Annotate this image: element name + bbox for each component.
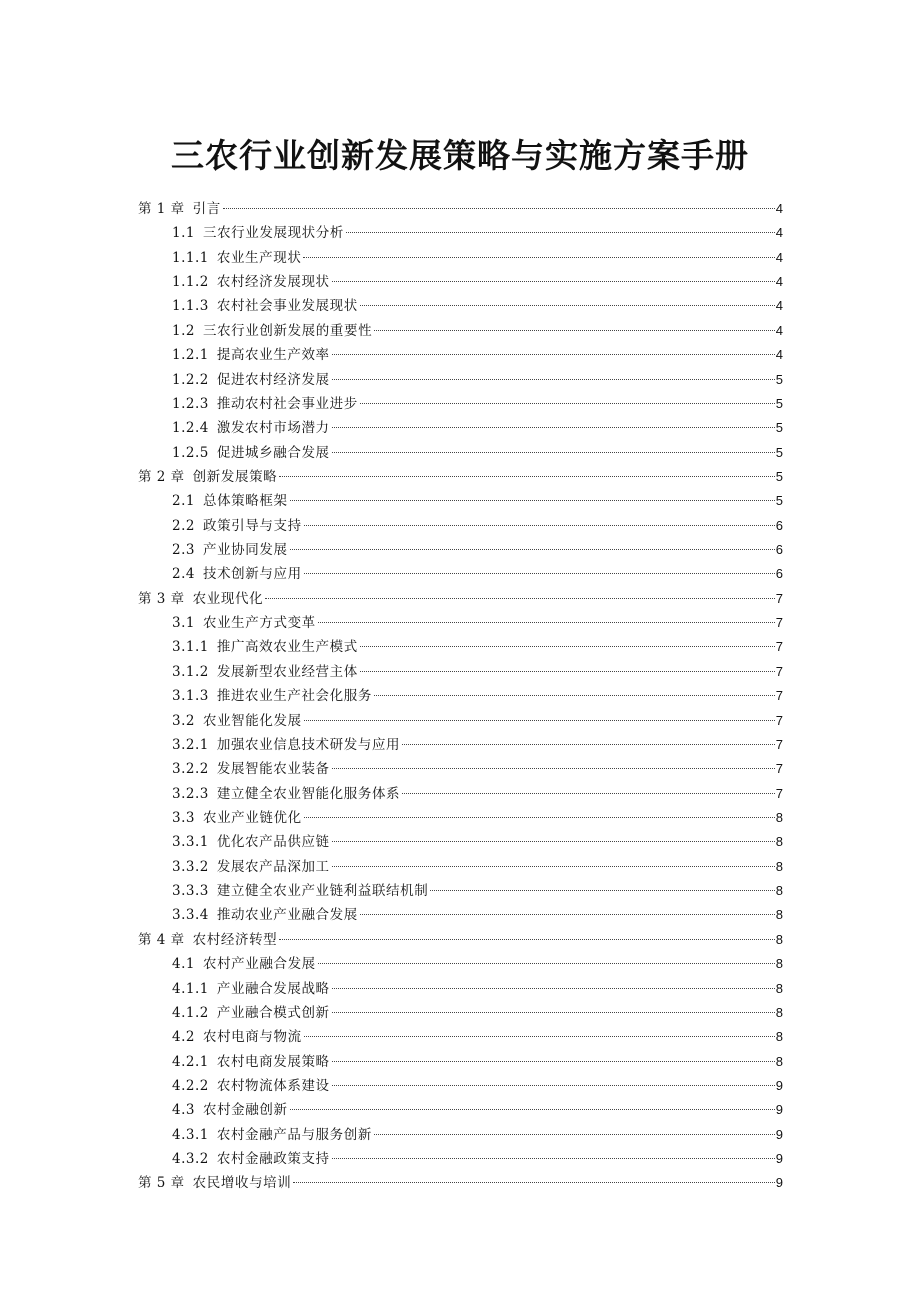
toc-dot-leader bbox=[303, 257, 774, 258]
toc-entry-number: 4.1.2 bbox=[172, 1004, 209, 1021]
toc-entry-label: 提高农业生产效率 bbox=[216, 347, 330, 364]
toc-page-number: 5 bbox=[775, 371, 783, 387]
toc-dot-leader bbox=[279, 476, 774, 477]
toc-page-number: 6 bbox=[775, 542, 783, 558]
toc-entry[interactable] bbox=[138, 319, 783, 343]
toc-entry-number: 1.1.3 bbox=[172, 298, 209, 315]
toc-entry[interactable] bbox=[138, 489, 783, 513]
toc-entry[interactable] bbox=[138, 855, 783, 879]
toc-entry[interactable] bbox=[138, 392, 783, 416]
toc-entry[interactable] bbox=[138, 806, 783, 830]
toc-dot-leader bbox=[360, 646, 775, 647]
toc-entry[interactable] bbox=[138, 952, 783, 976]
toc-dot-leader bbox=[290, 549, 775, 550]
toc-entry-label: 三农行业创新发展的重要性 bbox=[202, 322, 373, 339]
toc-entry-number: 第 1 章 bbox=[138, 201, 185, 217]
toc-entry-number: 4.3 bbox=[172, 1102, 195, 1119]
toc-page-number: 5 bbox=[775, 420, 783, 436]
toc-page-number: 6 bbox=[775, 517, 783, 533]
toc-entry-number: 4.3.1 bbox=[172, 1126, 209, 1143]
toc-entry-label: 推进农业生产社会化服务 bbox=[216, 688, 372, 705]
toc-dot-leader bbox=[332, 354, 775, 355]
toc-dot-leader bbox=[402, 793, 775, 794]
toc-entry-number: 3.2.2 bbox=[172, 761, 209, 778]
toc-dot-leader bbox=[332, 988, 775, 989]
toc-page-number: 4 bbox=[775, 298, 783, 314]
toc-entry-label: 创新发展策略 bbox=[192, 468, 278, 485]
toc-dot-leader bbox=[332, 1085, 775, 1086]
toc-entry-label: 农村经济发展现状 bbox=[216, 274, 330, 291]
toc-entry-number: 1.1.1 bbox=[172, 249, 209, 266]
toc-dot-leader bbox=[360, 305, 775, 306]
toc-entry-label: 产业协同发展 bbox=[202, 542, 288, 559]
toc-entry-label: 农业产业链优化 bbox=[202, 809, 302, 826]
toc-page-number: 8 bbox=[775, 834, 783, 850]
toc-entry-label: 农村金融产品与服务创新 bbox=[216, 1126, 372, 1143]
toc-entry-number: 1.1 bbox=[172, 225, 195, 242]
toc-entry[interactable] bbox=[138, 684, 783, 708]
toc-dot-leader bbox=[223, 208, 775, 209]
toc-entry-number: 第 2 章 bbox=[138, 468, 185, 485]
toc-entry-label: 推广高效农业生产模式 bbox=[216, 639, 358, 656]
toc-entry-label: 产业融合模式创新 bbox=[216, 1004, 330, 1021]
toc-entry[interactable] bbox=[138, 587, 783, 611]
toc-entry[interactable] bbox=[138, 611, 783, 635]
toc-entry[interactable] bbox=[138, 197, 783, 221]
toc-entry-label: 三农行业发展现状分析 bbox=[202, 225, 344, 242]
toc-dot-leader bbox=[304, 1036, 775, 1037]
toc-dot-leader bbox=[304, 525, 775, 526]
toc-dot-leader bbox=[430, 890, 774, 891]
toc-entry-number: 3.1.2 bbox=[172, 663, 209, 680]
toc-entry[interactable] bbox=[138, 1123, 783, 1147]
toc-entry-number: 3.3.3 bbox=[172, 883, 209, 900]
toc-entry-number: 3.3.4 bbox=[172, 907, 209, 924]
toc-entry-number: 4.3.2 bbox=[172, 1151, 209, 1168]
toc-entry-label: 政策引导与支持 bbox=[202, 517, 302, 534]
toc-entry[interactable] bbox=[138, 782, 783, 806]
toc-entry[interactable] bbox=[138, 441, 783, 465]
toc-dot-leader bbox=[332, 866, 775, 867]
toc-dot-leader bbox=[290, 500, 775, 501]
toc-entry-label: 农业智能化发展 bbox=[202, 712, 302, 729]
toc-entry-number: 第 3 章 bbox=[138, 590, 185, 607]
toc-page-number: 8 bbox=[775, 956, 783, 972]
toc-entry-number: 3.1.1 bbox=[172, 639, 209, 656]
toc-dot-leader bbox=[290, 1109, 775, 1110]
toc-page-number: 9 bbox=[775, 1126, 783, 1142]
toc-dot-leader bbox=[279, 939, 774, 940]
toc-entry-number: 第 4 章 bbox=[138, 931, 185, 948]
toc-entry-number: 4.2.2 bbox=[172, 1077, 209, 1094]
toc-entry-label: 农村金融政策支持 bbox=[216, 1151, 330, 1168]
toc-entry-label: 农村金融创新 bbox=[202, 1102, 288, 1119]
toc-page-number: 5 bbox=[775, 493, 783, 509]
toc-entry[interactable] bbox=[138, 294, 783, 318]
toc-entry[interactable] bbox=[138, 1098, 783, 1122]
toc-page-number: 8 bbox=[775, 980, 783, 996]
toc-page-number: 9 bbox=[775, 1077, 783, 1093]
toc-entry-number: 2.2 bbox=[172, 517, 195, 534]
toc-dot-leader bbox=[374, 1134, 775, 1135]
toc-entry-label: 农村电商发展策略 bbox=[216, 1053, 330, 1070]
toc-dot-leader bbox=[402, 744, 775, 745]
toc-dot-leader bbox=[304, 720, 775, 721]
toc-entry[interactable] bbox=[138, 1001, 783, 1025]
toc-entry-label: 建立健全农业智能化服务体系 bbox=[216, 785, 401, 802]
toc-page-number: 4 bbox=[775, 274, 783, 290]
toc-page-number: 9 bbox=[775, 1175, 783, 1191]
toc-entry-number: 3.3.2 bbox=[172, 858, 209, 875]
toc-entry-number: 第 5 章 bbox=[138, 1175, 185, 1192]
toc-entry-label: 产业融合发展战略 bbox=[216, 980, 330, 997]
toc-entry-label: 优化农产品供应链 bbox=[216, 834, 330, 851]
toc-page-number: 7 bbox=[775, 688, 783, 704]
toc-entry[interactable] bbox=[138, 465, 783, 489]
toc-dot-leader bbox=[304, 573, 775, 574]
toc-entry-label: 农村物流体系建设 bbox=[216, 1077, 330, 1094]
toc-dot-leader bbox=[332, 1012, 775, 1013]
toc-dot-leader bbox=[332, 452, 775, 453]
toc-page-number: 7 bbox=[775, 639, 783, 655]
toc-entry-number: 4.1.1 bbox=[172, 980, 209, 997]
toc-dot-leader bbox=[360, 671, 775, 672]
toc-entry-label: 总体策略框架 bbox=[202, 493, 288, 510]
toc-page-number: 5 bbox=[775, 444, 783, 460]
toc-dot-leader bbox=[332, 281, 775, 282]
toc-entry[interactable] bbox=[138, 221, 783, 245]
toc-page-number: 7 bbox=[775, 736, 783, 752]
toc-entry-number: 3.2 bbox=[172, 712, 195, 729]
toc-entry-number: 4.1 bbox=[172, 956, 195, 973]
toc-entry-label: 促进农村经济发展 bbox=[216, 371, 330, 388]
toc-entry-number: 1.2.1 bbox=[172, 347, 209, 364]
toc-entry-number: 3.3.1 bbox=[172, 834, 209, 851]
toc-entry-number: 4.2 bbox=[172, 1029, 195, 1046]
table-of-contents bbox=[138, 197, 783, 1196]
toc-entry[interactable] bbox=[138, 368, 783, 392]
toc-entry[interactable] bbox=[138, 270, 783, 294]
toc-page-number: 7 bbox=[775, 761, 783, 777]
toc-page-number: 8 bbox=[775, 1029, 783, 1045]
toc-entry-number: 1.2.2 bbox=[172, 371, 209, 388]
toc-dot-leader bbox=[293, 1182, 774, 1183]
toc-entry[interactable] bbox=[138, 416, 783, 440]
toc-entry[interactable] bbox=[138, 830, 783, 854]
toc-page-number: 8 bbox=[775, 883, 783, 899]
toc-entry-label: 技术创新与应用 bbox=[202, 566, 302, 583]
toc-dot-leader bbox=[374, 695, 775, 696]
toc-dot-leader bbox=[318, 622, 775, 623]
toc-dot-leader bbox=[332, 841, 775, 842]
toc-page-number: 8 bbox=[775, 931, 783, 947]
toc-entry-number: 2.4 bbox=[172, 566, 195, 583]
toc-entry[interactable] bbox=[138, 246, 783, 270]
toc-entry-label: 农业现代化 bbox=[192, 590, 264, 607]
toc-entry-label: 引言 bbox=[192, 201, 221, 217]
toc-dot-leader bbox=[332, 768, 775, 769]
toc-dot-leader bbox=[332, 1158, 775, 1159]
toc-page-number: 5 bbox=[775, 468, 783, 484]
toc-dot-leader bbox=[346, 232, 775, 233]
toc-entry-number: 3.1 bbox=[172, 615, 195, 632]
toc-page-number: 9 bbox=[775, 1151, 783, 1167]
toc-page-number: 7 bbox=[775, 615, 783, 631]
toc-entry-label: 农村经济转型 bbox=[192, 931, 278, 948]
toc-entry[interactable] bbox=[138, 1074, 783, 1098]
toc-entry-label: 农村产业融合发展 bbox=[202, 956, 316, 973]
toc-entry-number: 3.2.1 bbox=[172, 736, 209, 753]
toc-entry[interactable] bbox=[138, 928, 783, 952]
toc-entry-number: 1.1.2 bbox=[172, 274, 209, 291]
toc-dot-leader bbox=[332, 1061, 775, 1062]
toc-entry-number: 1.2.3 bbox=[172, 395, 209, 412]
toc-page-number: 4 bbox=[775, 201, 783, 216]
toc-page-number: 5 bbox=[775, 395, 783, 411]
toc-page-number: 8 bbox=[775, 1053, 783, 1069]
toc-page-number: 4 bbox=[775, 347, 783, 363]
toc-dot-leader bbox=[360, 403, 775, 404]
toc-entry-label: 农业生产方式变革 bbox=[202, 615, 316, 632]
toc-page-number: 8 bbox=[775, 907, 783, 923]
toc-entry-label: 发展农产品深加工 bbox=[216, 858, 330, 875]
toc-dot-leader bbox=[318, 963, 775, 964]
toc-entry[interactable] bbox=[138, 1050, 783, 1074]
toc-entry-number: 4.2.1 bbox=[172, 1053, 209, 1070]
toc-entry-label: 发展新型农业经营主体 bbox=[216, 663, 358, 680]
toc-dot-leader bbox=[332, 379, 775, 380]
toc-entry-label: 促进城乡融合发展 bbox=[216, 444, 330, 461]
toc-entry-label: 农民增收与培训 bbox=[192, 1175, 292, 1192]
toc-page-number: 7 bbox=[775, 590, 783, 606]
toc-page-number: 7 bbox=[775, 712, 783, 728]
toc-page-number: 7 bbox=[775, 663, 783, 679]
toc-entry[interactable] bbox=[138, 757, 783, 781]
toc-entry-number: 1.2.4 bbox=[172, 420, 209, 437]
toc-entry[interactable] bbox=[138, 1171, 783, 1195]
document-title: 三农行业创新发展策略与实施方案手册 bbox=[171, 136, 749, 175]
toc-entry[interactable] bbox=[138, 343, 783, 367]
toc-page-number: 4 bbox=[775, 322, 783, 338]
toc-entry-label: 推动农业产业融合发展 bbox=[216, 907, 358, 924]
toc-entry[interactable] bbox=[138, 977, 783, 1001]
toc-entry-number: 2.1 bbox=[172, 493, 195, 510]
toc-entry-number: 2.3 bbox=[172, 542, 195, 559]
toc-dot-leader bbox=[360, 914, 775, 915]
toc-entry[interactable] bbox=[138, 635, 783, 659]
toc-entry-label: 发展智能农业装备 bbox=[216, 761, 330, 778]
toc-entry-label: 建立健全农业产业链利益联结机制 bbox=[216, 883, 429, 900]
toc-entry-label: 推动农村社会事业进步 bbox=[216, 395, 358, 412]
toc-dot-leader bbox=[374, 330, 775, 331]
toc-entry-number: 1.2 bbox=[172, 322, 195, 339]
toc-dot-leader bbox=[265, 598, 775, 599]
toc-entry-number: 3.2.3 bbox=[172, 785, 209, 802]
toc-entry[interactable] bbox=[138, 903, 783, 927]
toc-entry-number: 3.3 bbox=[172, 809, 195, 826]
toc-entry[interactable] bbox=[138, 1147, 783, 1171]
toc-page-number: 4 bbox=[775, 225, 783, 241]
toc-page-number: 8 bbox=[775, 1004, 783, 1020]
toc-entry[interactable] bbox=[138, 879, 783, 903]
toc-entry[interactable] bbox=[138, 709, 783, 733]
toc-entry[interactable] bbox=[138, 660, 783, 684]
toc-entry-number: 1.2.5 bbox=[172, 444, 209, 461]
toc-entry[interactable] bbox=[138, 562, 783, 586]
toc-page-number: 6 bbox=[775, 566, 783, 582]
toc-dot-leader bbox=[304, 817, 775, 818]
toc-dot-leader bbox=[332, 427, 775, 428]
toc-entry-label: 加强农业信息技术研发与应用 bbox=[216, 736, 401, 753]
toc-entry-label: 农业生产现状 bbox=[216, 249, 302, 266]
toc-entry-label: 农村社会事业发展现状 bbox=[216, 298, 358, 315]
toc-entry[interactable] bbox=[138, 538, 783, 562]
toc-entry-number: 3.1.3 bbox=[172, 688, 209, 705]
toc-page-number: 8 bbox=[775, 858, 783, 874]
toc-page-number: 8 bbox=[775, 809, 783, 825]
toc-entry[interactable] bbox=[138, 514, 783, 538]
toc-entry[interactable] bbox=[138, 1025, 783, 1049]
toc-entry-label: 激发农村市场潜力 bbox=[216, 420, 330, 437]
toc-entry[interactable] bbox=[138, 733, 783, 757]
toc-page-number: 9 bbox=[775, 1102, 783, 1118]
toc-entry-label: 农村电商与物流 bbox=[202, 1029, 302, 1046]
toc-page-number: 4 bbox=[775, 249, 783, 265]
toc-page-number: 7 bbox=[775, 785, 783, 801]
